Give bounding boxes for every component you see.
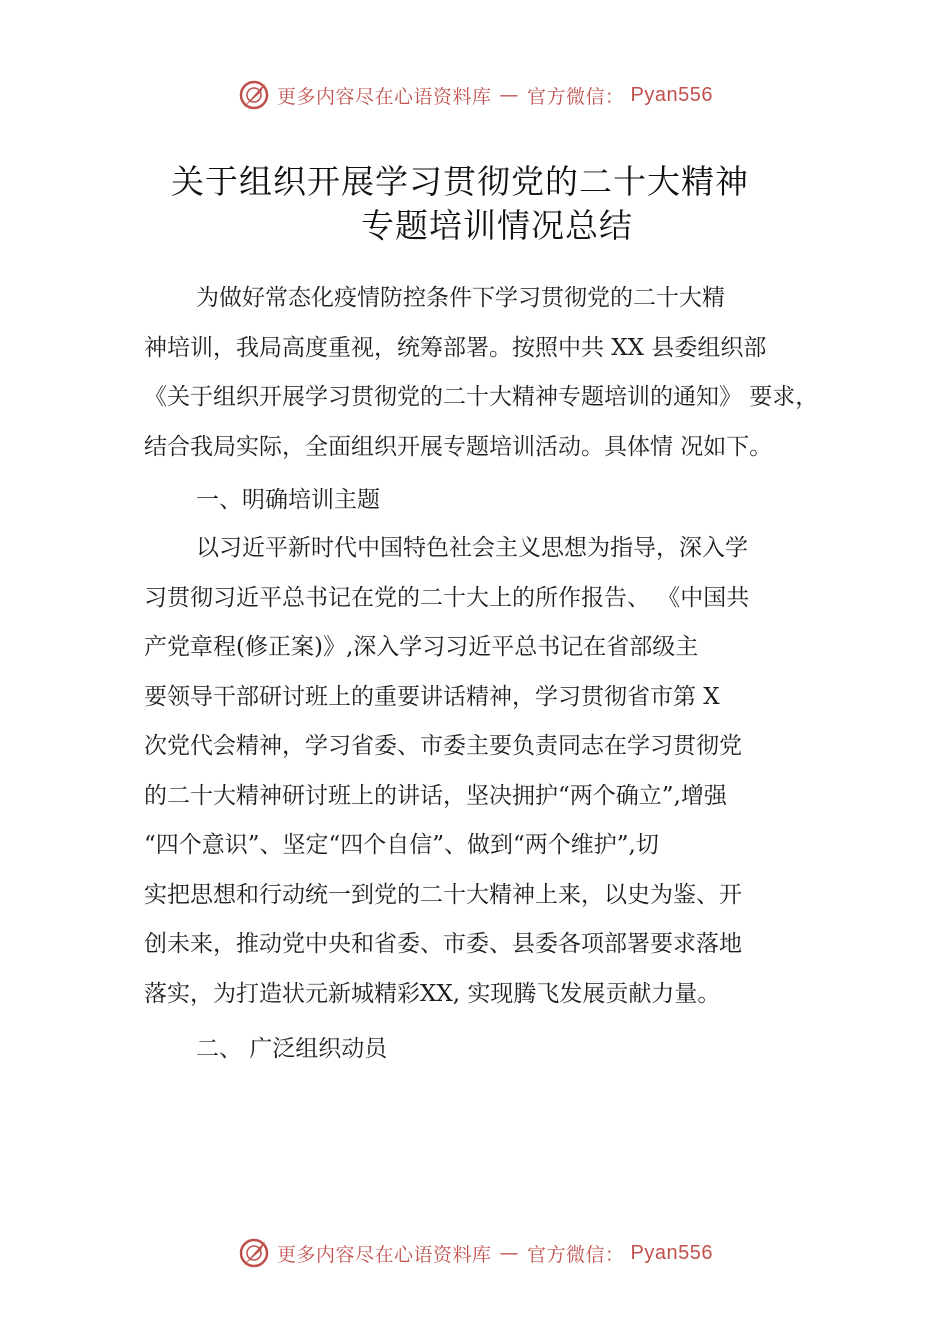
paragraph-line: “四个意识”、坚定“四个自信”、做到“两个维护”,切 [144, 832, 659, 858]
watermark-wechat-id: Pyan556 [630, 83, 713, 106]
paragraph-line: 神培训，我局高度重视，统筹部署。按照中共 XX 县委组织部 [144, 334, 767, 361]
section-heading-2: 二、 广泛组织动员 [196, 1036, 388, 1062]
paragraph-line: 结合我局实际，全面组织开展专题培训活动。具体情 况如下。 [144, 433, 773, 460]
paragraph-line: 次党代会精神，学习省委、市委主要负责同志在学习贯彻党 [144, 733, 742, 759]
watermark-text: 更多内容尽在心语资料库 [277, 85, 492, 108]
document-title-line2: 专题培训情况总结 [361, 206, 633, 245]
paragraph-line: 为做好常态化疫情防控条件下学习贯彻党的二十大精 [196, 285, 725, 311]
quill-circle-icon [237, 1236, 271, 1270]
watermark-separator: — [499, 1242, 520, 1264]
watermark-footer [0, 1236, 950, 1270]
paragraph-line: 以习近平新时代中国特色社会主义思想为指导，深入学 [196, 535, 748, 561]
watermark-label: 官方微信： [527, 85, 625, 108]
watermark-label: 官方微信： [527, 1243, 625, 1266]
paragraph-line: 创未来，推动党中央和省委、市委、县委各项部署要求落地 [144, 931, 742, 957]
paragraph-line: 习贯彻习近平总书记在党的二十大上的所作报告、 《中国共 [144, 584, 750, 611]
paragraph-line: 实把思想和行动统一到党的二十大精神上来，以史为鉴、开 [144, 881, 742, 908]
watermark-text: 更多内容尽在心语资料库 [277, 1243, 492, 1266]
quill-circle-icon [237, 78, 271, 112]
watermark-wechat-id: Pyan556 [630, 1241, 713, 1264]
watermark-header [0, 78, 950, 112]
paragraph-line: 产党章程(修正案)》,深入学习习近平总书记在省部级主 [144, 634, 699, 660]
paragraph-line: 《关于组织开展学习贯彻党的二十大精神专题培训的通知》 要求， [144, 384, 819, 410]
paragraph-line: 要领导干部研讨班上的重要讲话精神，学习贯彻省市第 X [144, 683, 720, 710]
section1-paragraph [144, 524, 844, 1019]
intro-paragraph [144, 274, 844, 472]
paragraph-line: 的二十大精神研讨班上的讲话，坚决拥护“两个确立”,增强 [144, 782, 727, 809]
document-title-line1: 关于组织开展学习贯彻党的二十大精神 [171, 162, 749, 201]
watermark-separator: — [499, 84, 520, 106]
paragraph-line: 落实，为打造状元新城精彩XX, 实现腾飞发展贡献力量。 [144, 980, 721, 1007]
section-heading-1: 一、明确培训主题 [196, 487, 380, 513]
